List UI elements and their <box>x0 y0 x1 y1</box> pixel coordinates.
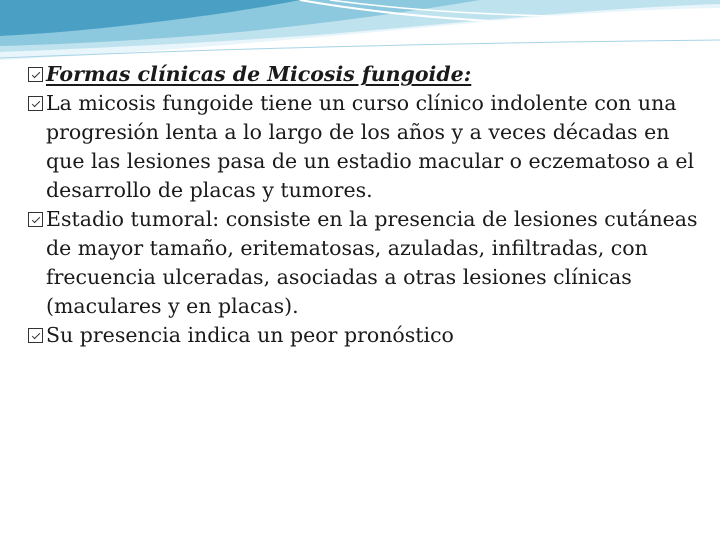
heading-item <box>28 60 698 89</box>
checkbox-glyph-icon <box>28 67 43 82</box>
bullet-item <box>28 321 698 350</box>
slide-heading: Formas clínicas de Micosis fungoide: <box>46 62 472 86</box>
checkbox-glyph-icon <box>28 96 43 111</box>
bullet-text: La micosis fungoide tiene un curso clínico indolente con una progresión lenta a lo largo de los años y a veces décadas en que las lesiones pasa de un estadio macular o eczematoso a el desarrollo de placas y tumores. <box>46 91 695 202</box>
checkbox-glyph-icon <box>28 212 43 227</box>
bullet-text: Su presencia indica un peor pronóstico <box>46 323 454 347</box>
slide-body <box>28 60 698 350</box>
checkbox-glyph-icon <box>28 328 43 343</box>
bullet-item <box>28 89 698 205</box>
bullet-item <box>28 205 698 321</box>
bullet-text: Estadio tumoral: consiste en la presencia de lesiones cutáneas de mayor tamaño, eritematosas, azuladas, infiltradas, con frecuencia ulceradas, asociadas a otras lesiones clínicas (maculares y en placas). <box>46 207 698 318</box>
